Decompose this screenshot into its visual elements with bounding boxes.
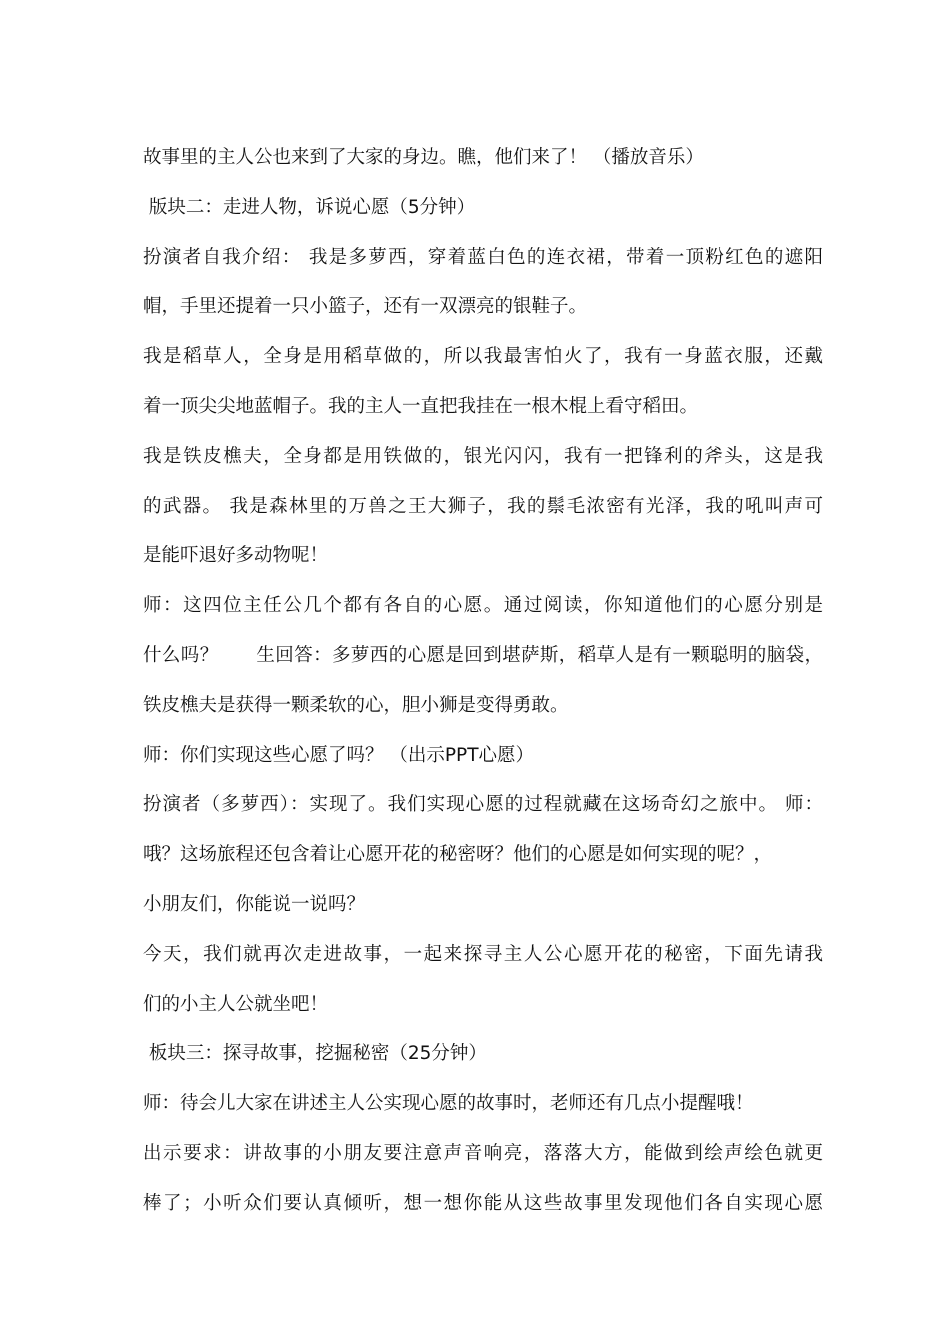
text-line: 哦？这场旅程还包含着让心愿开花的秘密呀？他们的心愿是如何实现的呢？， [143,844,773,866]
section-heading: 版块二：走进人物，诉说心愿（5分钟） [143,196,476,218]
text-line: 小朋友们，你能说一说吗？ [143,893,366,915]
text-line: 我是铁皮樵夫，全身都是用铁做的，银光闪闪，我有一把锋利的斧头，这是我 [143,445,823,467]
section-heading: 板块三：探寻故事，挖掘秘密（25分钟） [143,1043,487,1065]
text-line: 故事里的主人公也来到了大家的身边。瞧，他们来了！ （播放音乐） [143,147,704,168]
text-line: 什么吗？ 生回答：多萝西的心愿是回到堪萨斯，稻草人是有一颗聪明的脑袋， [143,644,823,666]
text-line: 我是稻草人，全身是用稻草做的，所以我最害怕火了，我有一身蓝衣服，还戴 [143,346,823,368]
text-line: 扮演者自我介绍： 我是多萝西，穿着蓝白色的连衣裙，带着一顶粉红色的遮阳 [143,246,823,268]
text-line: 帽，手里还提着一只小篮子，还有一双漂亮的银鞋子。 [143,296,588,318]
text-line: 出示要求：讲故事的小朋友要注意声音响亮，落落大方，能做到绘声绘色就更 [143,1142,823,1164]
document-body [143,133,823,1229]
text-line: 师：这四位主任公几个都有各自的心愿。通过阅读，你知道他们的心愿分别是 [143,595,823,617]
text-line: 师：你们实现这些心愿了吗？ （出示PPT心愿） [143,744,534,766]
text-line: 棒了；小听众们要认真倾听，想一想你能从这些故事里发现他们各自实现心愿 [143,1192,823,1214]
text-line: 今天，我们就再次走进故事，一起来探寻主人公心愿开花的秘密，下面先请我 [143,943,823,965]
text-line: 扮演者（多萝西）：实现了。我们实现心愿的过程就藏在这场奇幻之旅中。 师： [143,794,823,816]
text-line: 的武器。 我是森林里的万兽之王大狮子，我的鬃毛浓密有光泽，我的吼叫声可 [143,495,823,517]
text-line: 们的小主人公就坐吧！ [143,993,329,1015]
text-line: 铁皮樵夫是获得一颗柔软的心，胆小狮是变得勇敢。 [143,694,569,716]
text-line: 是能吓退好多动物呢！ [143,545,329,567]
text-line: 师：待会儿大家在讲述主人公实现心愿的故事时，老师还有几点小提醒哦！ [143,1093,754,1115]
text-line: 着一顶尖尖地蓝帽子。我的主人一直把我挂在一根木棍上看守稻田。 [143,395,699,417]
